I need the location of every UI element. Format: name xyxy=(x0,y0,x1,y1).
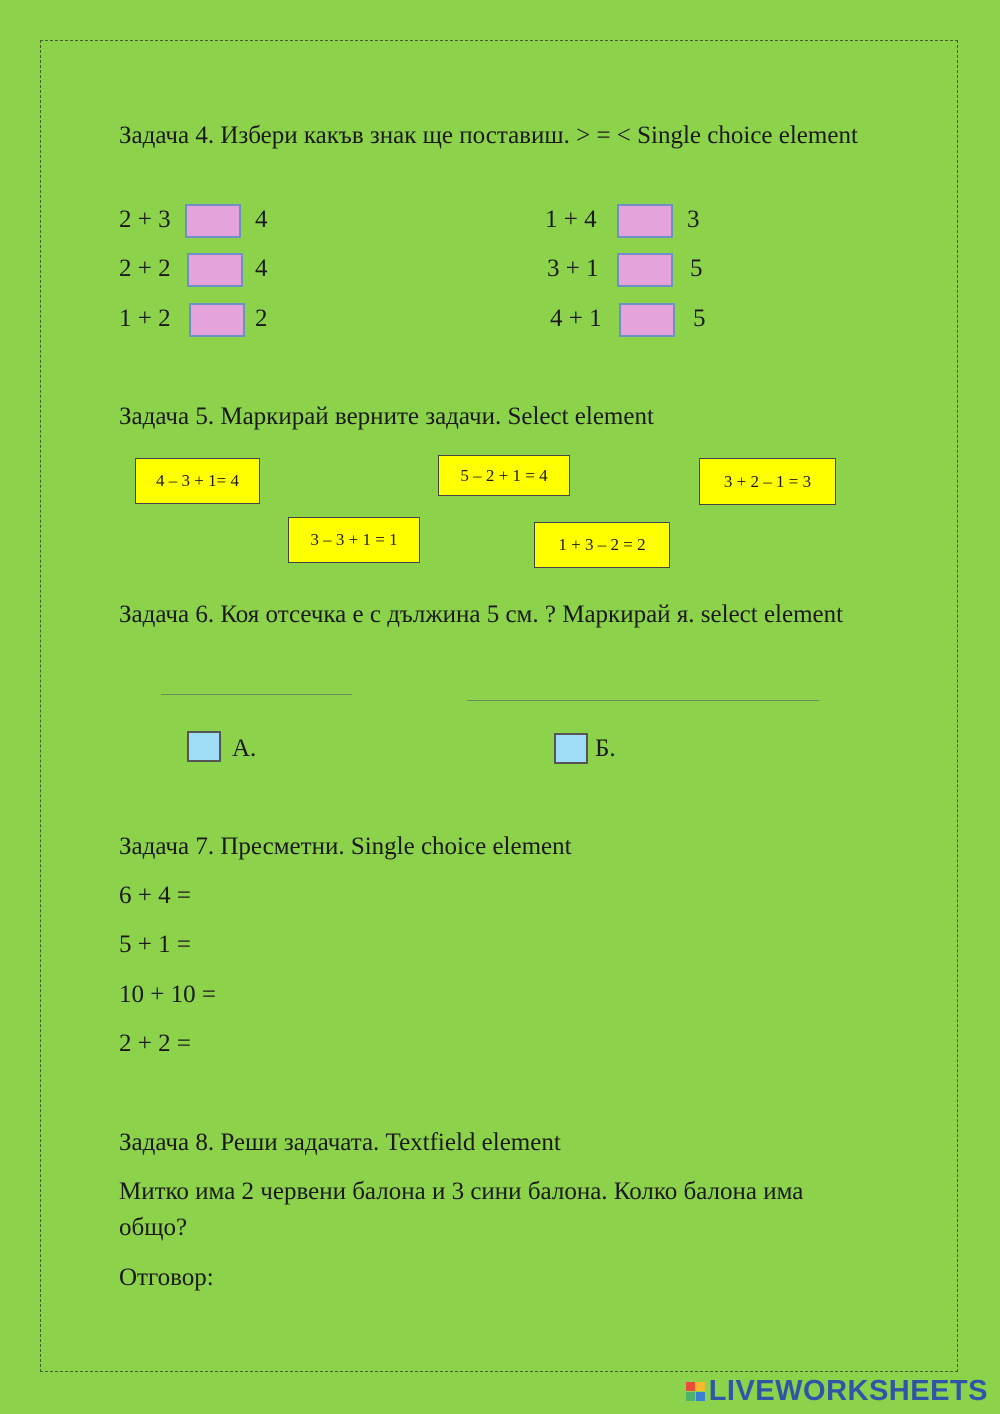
task5-option-4[interactable]: 3 – 3 + 1 = 1 xyxy=(288,517,420,563)
task4-sign-box-1[interactable] xyxy=(185,204,241,238)
task4-sign-box-6[interactable] xyxy=(619,303,675,337)
task5-option-5[interactable]: 1 + 3 – 2 = 2 xyxy=(534,522,670,568)
task4-expr-3: 1 + 2 xyxy=(119,305,171,332)
logo-text: LIVEWORKSHEETS xyxy=(708,1375,988,1407)
task8-title: Задача 8. Реши задачата. Textfield element xyxy=(119,1129,561,1156)
task4-num-4: 3 xyxy=(687,206,700,233)
task5-option-2[interactable]: 5 – 2 + 1 = 4 xyxy=(438,455,570,496)
task4-expr-1: 2 + 3 xyxy=(119,206,171,233)
task4-num-5: 5 xyxy=(690,255,703,282)
task7-expr-3: 10 + 10 = xyxy=(119,981,216,1008)
task6-title: Задача 6. Коя отсечка е с дължина 5 см. ? Маркирай я. select element xyxy=(119,601,844,628)
option-a-checkbox[interactable] xyxy=(187,731,221,762)
task4-num-2: 4 xyxy=(255,255,268,282)
task4-num-6: 5 xyxy=(693,305,706,332)
task5-title: Задача 5. Маркирай верните задачи. Select element xyxy=(119,403,654,430)
task4-sign-box-3[interactable] xyxy=(189,303,245,337)
segment-a-line xyxy=(161,694,352,695)
task4-expr-4: 1 + 4 xyxy=(545,206,597,233)
task5-option-1[interactable]: 4 – 3 + 1= 4 xyxy=(135,458,260,504)
worksheet-frame xyxy=(40,40,958,1372)
task5-option-3[interactable]: 3 + 2 – 1 = 3 xyxy=(699,458,836,505)
answer-label: Отговор: xyxy=(119,1264,214,1291)
task4-sign-box-4[interactable] xyxy=(617,204,673,238)
option-a-label: А. xyxy=(232,735,257,762)
option-b-label: Б. xyxy=(595,735,616,762)
task4-num-3: 2 xyxy=(255,305,268,332)
task4-expr-6: 4 + 1 xyxy=(550,305,602,332)
task7-expr-2: 5 + 1 = xyxy=(119,931,191,958)
task7-expr-1: 6 + 4 = xyxy=(119,882,191,909)
task4-expr-2: 2 + 2 xyxy=(119,255,171,282)
task8-problem: Митко има 2 червени балона и 3 сини балона. Колко балона има общо? xyxy=(119,1178,804,1241)
task4-expr-5: 3 + 1 xyxy=(547,255,599,282)
logo-mark-icon xyxy=(686,1382,705,1401)
task4-sign-box-5[interactable] xyxy=(617,253,673,287)
task7-expr-4: 2 + 2 = xyxy=(119,1030,191,1057)
task4-num-1: 4 xyxy=(255,206,268,233)
segment-b-line xyxy=(467,700,819,701)
liveworksheets-logo xyxy=(686,1375,988,1408)
task7-title: Задача 7. Пресметни. Single choice element xyxy=(119,833,572,860)
option-b-checkbox[interactable] xyxy=(554,733,588,764)
task4-title: Задача 4. Избери какъв знак ще поставиш. > = < Single choice element xyxy=(119,122,858,149)
task4-sign-box-2[interactable] xyxy=(187,253,243,287)
